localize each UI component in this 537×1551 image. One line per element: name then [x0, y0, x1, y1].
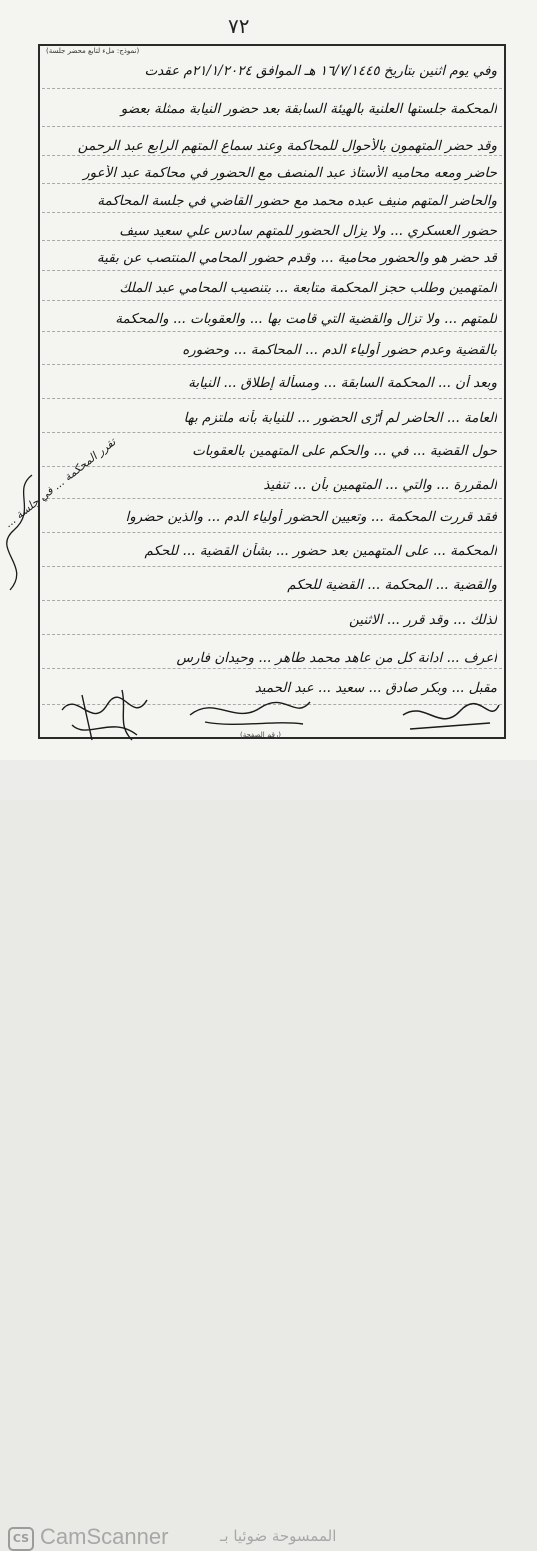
ruled-line: [42, 331, 502, 332]
ruled-line: [42, 183, 502, 184]
ruled-line: [42, 532, 502, 533]
page-number: ٧٢: [228, 14, 250, 38]
ruled-line: [42, 398, 502, 399]
handwritten-line: والحاضر المتهم منيف عبده محمد مع حضور القاضي في جلسة المحاكمة: [97, 193, 497, 209]
handwritten-line: حول القضية ... في ... والحكم على المتهمين بالعقوبات: [192, 443, 497, 459]
camscanner-logo-icon: CS: [8, 1527, 34, 1551]
signature-left-icon: [52, 680, 172, 750]
scanned-document-page: [0, 0, 537, 760]
ruled-line: [42, 600, 502, 601]
handwritten-line: للمتهم ... ولا تزال والقضية التي قامت بها ... والعقوبات ... والمحكمة: [115, 311, 497, 327]
signature-right-icon: [395, 695, 505, 740]
handwritten-line: بالقضية وعدم حضور أولياء الدم ... المحاكمة ... وحضوره: [182, 342, 497, 358]
ruled-line: [42, 240, 502, 241]
margin-scribble-icon: [2, 470, 42, 600]
camscanner-arabic-caption: الممسوحة ضوئيا بـ: [220, 1527, 337, 1545]
handwritten-line: قد حضر هو والحضور محامية ... وقدم حضور المحامي المنتصب عن بقية: [96, 250, 497, 266]
ruled-line: [42, 364, 502, 365]
handwritten-line: وبعد أن ... المحكمة السابقة ... ومسألة إطلاق ... النيابة: [188, 375, 497, 391]
handwritten-line: المتهمين وطلب حجز المحكمة متابعة ... بتنصيب المحامي عبد الملك: [119, 280, 497, 296]
handwritten-line: وقد حضر المتهمون بالأحوال للمحاكمة وعند سماع المتهم الرابع عبد الرحمن: [77, 138, 497, 154]
ruled-line: [42, 498, 502, 499]
handwritten-line: المحكمة جلستها العلنية بالهيئة السابقة بعد حضور النيابة ممثلة بعضو: [120, 101, 497, 117]
ruled-line: [42, 155, 502, 156]
ruled-line: [42, 634, 502, 635]
closing-line: أعرف ... ادانة كل من عاهد محمد طاهر ... وحيدان فارس: [176, 650, 497, 666]
handwritten-line: حضور العسكري ... ولا يزال الحضور للمتهم سادس علي سعيد سيف: [119, 223, 497, 239]
handwritten-line: المقررة ... والتي ... المتهمين بأن ... تنفيذ: [263, 477, 497, 493]
camscanner-brand: CamScanner: [40, 1524, 169, 1549]
signature-center-icon: [185, 690, 315, 730]
handwritten-line: المحكمة ... على المتهمين بعد حضور ... بشأن القضية ... للحكم: [144, 543, 497, 559]
handwritten-line: فقد قررت المحكمة ... وتعيين الحضور أولياء الدم ... والذين حضروا: [125, 509, 497, 525]
footer-label: (رقم الصفحة): [240, 731, 282, 739]
camscanner-watermark: [0, 760, 537, 1549]
handwritten-line: وفي يوم اثنين بتاريخ ١٦/٧/١٤٤٥ هـ الموافق ٢١/١/٢٠٢٤م عقدت: [144, 63, 497, 79]
handwritten-line: والقضية ... المحكمة ... القضية للحكم: [287, 577, 497, 593]
ruled-line: [42, 432, 502, 433]
ruled-line: [42, 88, 502, 89]
ruled-line: [42, 466, 502, 467]
ruled-line: [42, 668, 502, 669]
ruled-line: [42, 566, 502, 567]
ruled-line: [42, 126, 502, 127]
closing-line: مقبل ... وبكر صادق ... سعيد ... عبد الحميد: [254, 680, 497, 696]
handwritten-line: لذلك ... وقد قرر ... الاثنين: [348, 612, 497, 628]
ruled-line: [42, 212, 502, 213]
ruled-line: [42, 270, 502, 271]
handwritten-line: حاضر ومعه محاميه الأستاذ عبد المنصف مع الحضور في محاكمة عبد الأعور: [83, 165, 497, 181]
margin-note: تقرر المحكمة ... في جلسة ...: [2, 435, 119, 531]
handwritten-line: العامة ... الحاضر لم أرّى الحضور ... للنيابة بأنه ملتزم بها: [183, 410, 497, 426]
ruled-line: [42, 300, 502, 301]
form-label: (نموذج: ملء لتابع محضر جلسة): [46, 47, 140, 55]
